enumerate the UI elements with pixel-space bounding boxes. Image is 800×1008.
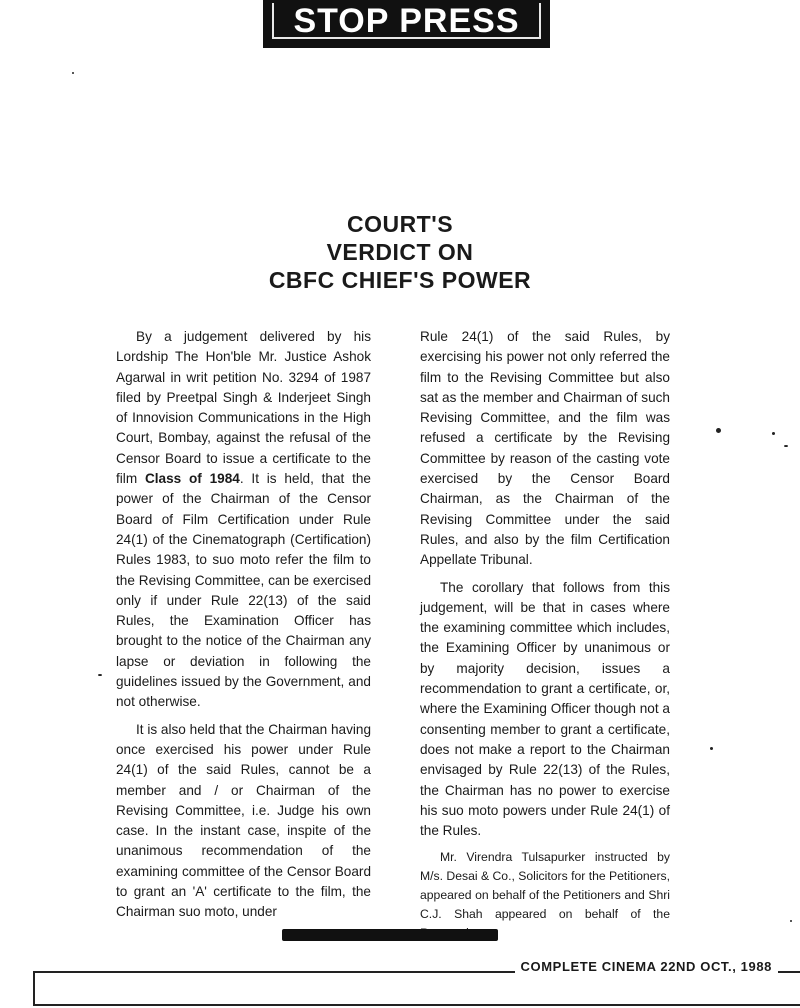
scan-speck [772,432,775,435]
footer-rule-left [33,971,35,1006]
headline-line-3: CBFC CHIEF'S POWER [268,267,532,293]
headline [200,210,600,294]
scan-speck [716,428,721,433]
paragraph: The corollary that follows from this judgement, will be that in cases where the examining committee which includes, the Examining Officer by unanimous or by majority decision, issues a recommendation to grant a certificate, or, where the Examining Officer though not a consenting member to grant a certificate, does not make a report to the Chairman envisaged by Rule 22(13) of the Rules, the Chairman has no power to exercise his suo moto powers under Rule 24(1) of the Rules. [420,579,670,839]
banner-text: STOP PRESS [293,1,520,40]
credit-paragraph: Mr. Virendra Tulsapurker instructed by M/s. Desai & Co., Solicitors for the Petitioners, appeared on behalf of the Petitioners and Shri C.J. Shah appeared on behalf of the [420,850,670,922]
headline-line-1: COURT'S [346,211,454,237]
article-right-column [420,327,670,950]
scan-speck [790,920,792,922]
headline-line-2: VERDICT ON [326,239,474,265]
footer-rule-bottom [33,1004,800,1006]
scan-speck [98,674,102,676]
footer-publication: COMPLETE CINEMA 22ND OCT., 1988 [515,957,778,976]
paragraph-text: . It is held, that the power of the Chairman of the Censor Board of Film Certification under Rule 24(1) of the Cinematograph (Certification) Rules 1983, to suo moto refer the film to the Revising Committee, can be exercised only if under Rule 22(13) of the said Rules, the Examination Officer has brought to the notice of the Chairman any lapse or deviation in following the guidelines issued by the Government, and not otherwise. [116,471,371,710]
paragraph: Rule 24(1) of the said Rules, by exercising his power not only referred the film to the Revising Committee but also sat as the member and Chairman of such Revising Committee, and the film was refused a certificate by the Revising Committee by reason of the casting vote exercised by the Censor Board Chairman, as the Chairman of the Revising Committee under the said Rules, and also by the film Certification Appellate Tribunal. [420,329,670,568]
paragraph: It is also held that the Chairman having once exercised his power under Rule 24(1) of the said Rules, cannot be a member and / or Chairman of the Revising Committee, i.e. Judge his own case. In the instant case, inspite of the unanimous recommendation of the examining committee of the Censor Board to grant an 'A' certificate to the film, the Chairman suo moto, under [116,721,372,920]
stop-press-banner [263,0,550,48]
scan-speck [72,72,74,74]
paragraph-text: By a judgement delivered by his Lordship The Hon'ble Mr. Justice Ashok Agarwal in writ petition No. 3294 of 1987 filed by Preetpal Singh & Inderjeet Singh of Innovision Communications in the High Court, Bombay, against the refusal of the Censor Board to issue a certificate to the film [116,329,371,487]
paragraph [116,327,371,713]
article-left-column [116,327,371,930]
black-rule [282,929,498,941]
film-title: Class of 1984 [144,471,240,487]
scan-speck [784,445,788,447]
scan-speck [710,747,713,750]
